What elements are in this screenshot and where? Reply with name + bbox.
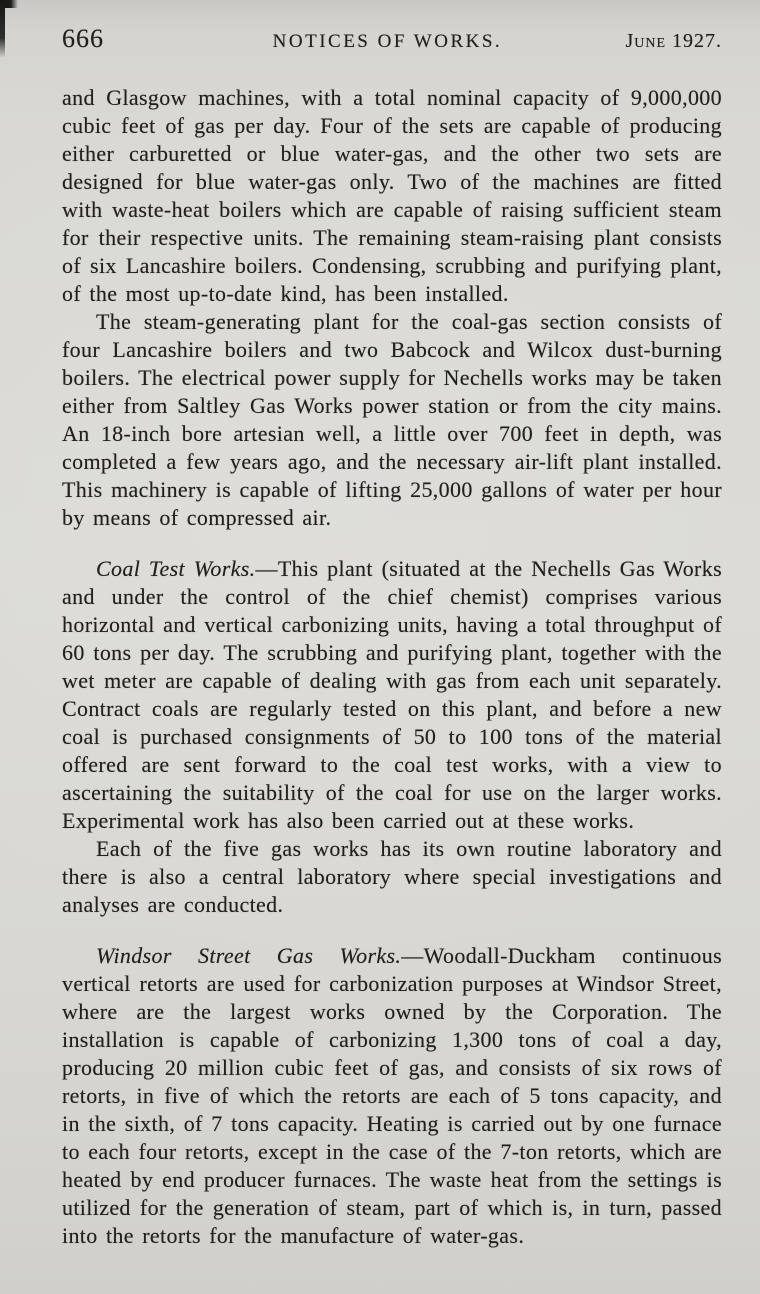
paragraph-intro-continuation: [62, 84, 722, 308]
paragraph-coal-test-works: [62, 555, 722, 835]
paragraph-windsor-street: [62, 942, 722, 1250]
section-lead-windsor-street: Windsor Street Gas Works.: [96, 943, 402, 968]
paragraph-text: —This plant (situated at the Nechells Gas Works and under the control of the chief chemist) comprises various horizontal and vertical carbonizing units, having a total throughput of 60 tons per day. The scrubbing and purifying plant, together with the wet meter are capable of dealing with gas from each unit separately. Contract coals are regularly tested on this plant, and before a new coal is purchased consignments of 50 to 100 tons of the material offered are sent forward to the coal test works, with a view to ascertaining the suitability of the coal for use on the larger works. Experimental work has also been carried out at these works.: [62, 556, 722, 833]
paragraph-text: and Glasgow machines, with a total nominal capacity of 9,000,000 cubic feet of gas per day. Four of the sets are capable of producing either carburetted or blue water-gas, and the other two sets are designed for blue water-gas only. Two of the machines are fitted with waste-heat boilers which are capable of raising sufficient steam for their respective units. The remaining steam-raising plant consists of six Lancashire boilers. Condensing, scrubbing and purifying plant, of the most up-to-date kind, has been installed.: [62, 85, 722, 306]
paragraph-text: —Woodall-Duckham continuous vertical retorts are used for carbonization purposes at Windsor Street, where are the largest works owned by the Corporation. The installation is capable of carbonizing 1,300 tons of coal a day, producing 20 million cubic feet of gas, and consists of six rows of retorts, in five of which the retorts are each of 5 tons capacity, and in the sixth, of 7 tons capacity. Heating is carried out by one furnace to each four retorts, except in the case of the 7-ton retorts, which are heated by end producer furnaces. The waste heat from the settings is utilized for the generation of steam, part of which is, in turn, passed into the retorts for the manufacture of water-gas.: [62, 943, 722, 1248]
paragraph-laboratories: [62, 835, 722, 919]
section-lead-coal-test-works: Coal Test Works.: [96, 556, 256, 581]
body-text: [62, 84, 722, 1250]
running-header-title: NOTICES OF WORKS.: [272, 31, 503, 52]
page-number: 666: [62, 24, 104, 53]
paragraph-steam-generating: [62, 308, 722, 532]
running-header-date: June 1927.: [625, 30, 722, 52]
running-header: [62, 24, 722, 60]
paragraph-text: Each of the five gas works has its own routine laboratory and there is also a central laboratory where special investigations and analyses are conducted.: [62, 836, 722, 917]
scan-artifact-edge: [0, 0, 5, 58]
paragraph-text: The steam-generating plant for the coal-gas section consists of four Lancashire boilers and two Babcock and Wilcox dust-burning boilers. The electrical power supply for Nechells works may be taken either from Saltley Gas Works power station or from the city mains. An 18-inch bore artesian well, a little over 700 feet in depth, was completed a few years ago, and the necessary air-lift plant installed. This machinery is capable of lifting 25,000 gallons of water per hour by means of compressed air.: [62, 309, 722, 530]
